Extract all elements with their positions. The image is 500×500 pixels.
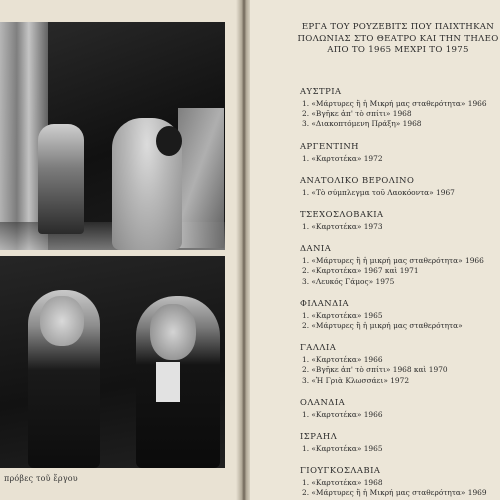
woman-head: [156, 126, 182, 156]
work-item: 3. «Διακοπτόμενη Πράξη» 1968: [302, 119, 422, 129]
country-section: [300, 243, 500, 287]
work-item: 1. «Τὸ σύμπλεγμα τοῦ Λαοκόοντα» 1967: [302, 187, 455, 197]
actor-right-face: [150, 304, 196, 360]
country-name: ΤΣΕΧΟΣΛΟΒΑΚΙΑ: [300, 209, 384, 220]
country-section: [300, 298, 500, 331]
work-item: 1. «Καρτοτέκα» 1973: [302, 222, 383, 232]
right-page: [250, 0, 500, 500]
work-item: 1. «Καρτοτέκα» 1972: [302, 153, 383, 163]
left-page: [0, 0, 244, 500]
work-item: 1. «Καρτοτέκα» 1966: [302, 355, 383, 365]
work-item: 2. «Μάρτυρες ἢ ἡ Μικρή μας σταθερότητα» 1969: [302, 488, 487, 498]
country-name: ΙΣΡΑΗΛ: [300, 431, 338, 442]
work-item: 1. «Καρτοτέκα» 1965: [302, 444, 383, 454]
country-name: ΔΑΝΙΑ: [300, 243, 332, 254]
horned-figure: [38, 124, 84, 234]
drape-shape: [178, 108, 224, 248]
work-item: 1. «Καρτοτέκα» 1965: [302, 310, 383, 320]
country-section: [300, 209, 500, 232]
actor-right-shirt: [156, 362, 180, 402]
work-item: 3. «Λευκός Γάμος» 1975: [302, 276, 395, 286]
work-item: 2. «Μάρτυρες ἢ ἡ μικρή μας σταθερότητα»: [302, 321, 463, 331]
country-section: [300, 465, 500, 498]
country-section: [300, 431, 500, 454]
country-section: [300, 175, 500, 198]
country-name: ΑΡΓΕΝΤΙΝΗ: [300, 140, 359, 151]
heading-line: ΠΟΛΩΝΙΑΣ ΣΤΟ ΘΕΑΤΡΟ ΚΑΙ ΤΗΝ ΤΗΛΕΟ: [297, 33, 499, 44]
country-name: ΑΝΑΤΟΛΙΚΟ ΒΕΡΟΛΙΝΟ: [300, 174, 415, 185]
country-list: [300, 86, 500, 500]
country-name: ΓΑΛΛΙΑ: [300, 342, 337, 353]
country-section: [300, 86, 500, 130]
work-item: 2. «Καρτοτέκα» 1967 καὶ 1971: [302, 266, 419, 276]
country-section: [300, 397, 500, 420]
work-item: 1. «Μάρτυρες ἢ ἡ μικρή μας σταθερότητα» 1966: [302, 256, 484, 266]
heading-line: ΑΠΟ ΤΟ 1965 ΜΕΧΡΙ ΤΟ 1975: [327, 45, 469, 56]
photo-caption: πρόβες τοῦ ἔργου: [4, 474, 78, 483]
country-name: ΓΙΟΥΓΚΟΣΛΑΒΙΑ: [300, 465, 381, 476]
heading-line: ΕΡΓΑ ΤΟΥ ΡΟΥΖΕΒΙΤΣ ΠΟΥ ΠΑΙΧΤΗΚΑΝ: [301, 22, 495, 32]
stage-photo-top: [0, 22, 225, 250]
work-item: 1. «Μάρτυρες ἢ ἡ Μικρή μας σταθερότητα» 1966: [302, 99, 487, 108]
page-heading: [288, 22, 500, 57]
work-item: 2. «Βγῆκε ἀπ' τὸ σπίτι» 1968 καὶ 1970: [302, 365, 448, 375]
country-name: ΑΥΣΤΡΙΑ: [300, 86, 342, 96]
country-section: [300, 342, 500, 386]
work-item: 1. «Καρτοτέκα» 1966: [302, 409, 383, 419]
work-item: 2. «Βγῆκε ἀπ' τὸ σπίτι» 1968: [302, 109, 412, 119]
work-item: 1. «Καρτοτέκα» 1968: [302, 478, 383, 488]
country-section: [300, 141, 500, 164]
work-item: 3. «Ἡ Γριὰ Κλωσσάει» 1972: [302, 375, 410, 385]
country-name: ΟΛΑΝΔΙΑ: [300, 396, 346, 407]
actor-left-face: [40, 296, 84, 346]
stage-photo-bottom: [0, 256, 225, 468]
country-name: ΦΙΛΑΝΔΙΑ: [300, 297, 350, 308]
